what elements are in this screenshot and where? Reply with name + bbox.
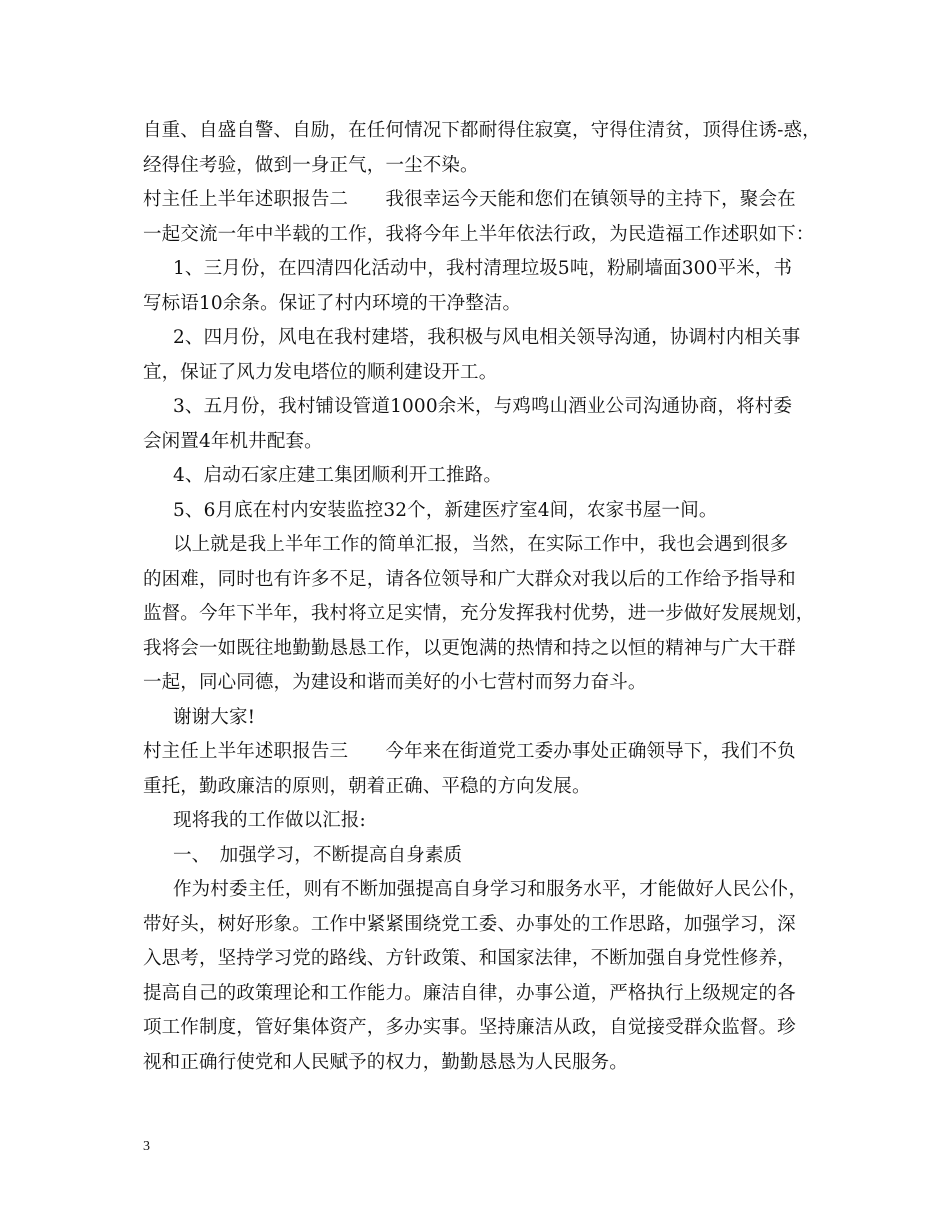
text-line: 写标语10余条。保证了村内环境的干净整洁。 [143, 292, 522, 314]
text-line: 一起，同心同德，为建设和谐而美好的小七营村而努力奋斗。 [143, 672, 647, 693]
text-line: 提高自己的政策理论和工作能力。廉洁自律，办事公道，严格执行上级规定的各 [143, 982, 796, 1004]
thanks-line: 谢谢大家! [173, 706, 256, 728]
text-line: 会闲置4年机井配套。 [143, 430, 323, 452]
text-line: 带好头，树好形象。工作中紧紧围绕党工委、办事处的工作思路，加强学习，深 [143, 913, 796, 935]
text-line: 入思考，坚持学习党的路线、方针政策、和国家法律，不断加强自身党性修养， [143, 948, 796, 969]
paragraph-start: 作为村委主任，则有不断加强提高自身学习和服务水平，才能做好人民公仆， [173, 879, 808, 900]
document-body [143, 114, 823, 1080]
list-item-4: 4、启动石家庄建工集团顺利开工推路。 [173, 465, 502, 486]
paragraph-start: 现将我的工作做以汇报: [173, 810, 366, 831]
section-heading-line: 村主任上半年述职报告三 今年来在街道党工委办事处正确领导下，我们不负 [143, 741, 796, 762]
text-line: 项工作制度，管好集体资产，多办实事。坚持廉洁从政，自觉接受群众监督。珍 [143, 1017, 796, 1038]
section-heading-line: 村主任上半年述职报告二 我很幸运今天能和您们在镇领导的主持下，聚会在 [143, 189, 796, 210]
text-line: 自重、自盛自警、自励，在任何情况下都耐得住寂寞，守得住清贫，顶得住诱-惑， [143, 120, 821, 141]
list-item-1: 1、三月份，在四清四化活动中，我村清理垃圾5吨，粉刷墙面300平米，书 [173, 258, 793, 279]
text-line: 监督。今年下半年，我村将立足实情，充分发挥我村优势，进一步做好发展规划， [143, 603, 815, 624]
text-line: 的困难，同时也有许多不足，请各位领导和广大群众对我以后的工作给予指导和 [143, 568, 796, 590]
list-item-5: 5、6月底在村内安装监控32个，新建医疗室4间，农家书屋一间。 [173, 499, 718, 521]
text-line: 我将会一如既往地勤勤恳恳工作，以更饱满的热情和持之以恒的精神与广大干群 [143, 637, 796, 659]
text-line: 一起交流一年中半载的工作，我将今年上半年依法行政，为民造福工作述职如下： [143, 223, 815, 245]
text-line: 重托，勤政廉洁的原则，朝着正确、平稳的方向发展。 [143, 775, 591, 797]
text-line: 宜，保证了风力发电塔位的顺利建设开工。 [143, 361, 498, 383]
page-number: 3 [143, 1139, 150, 1154]
list-item-2: 2、四月份，风电在我村建塔，我积极与风电相关领导沟通，协调村内相关事 [173, 327, 801, 348]
text-line: 经得住考验，做到一身正气，一尘不染。 [143, 154, 479, 176]
paragraph-start: 以上就是我上半年工作的简单汇报，当然，在实际工作中，我也会遇到很多 [173, 534, 789, 555]
list-item-3: 3、五月份，我村铺设管道1000余米，与鸡鸣山酒业公司沟通协商，将村委 [173, 396, 793, 417]
text-line: 视和正确行使党和人民赋予的权力，勤勤恳恳为人民服务。 [143, 1051, 628, 1073]
subheading-line: 一、 加强学习，不断提高自身素质 [173, 844, 463, 866]
